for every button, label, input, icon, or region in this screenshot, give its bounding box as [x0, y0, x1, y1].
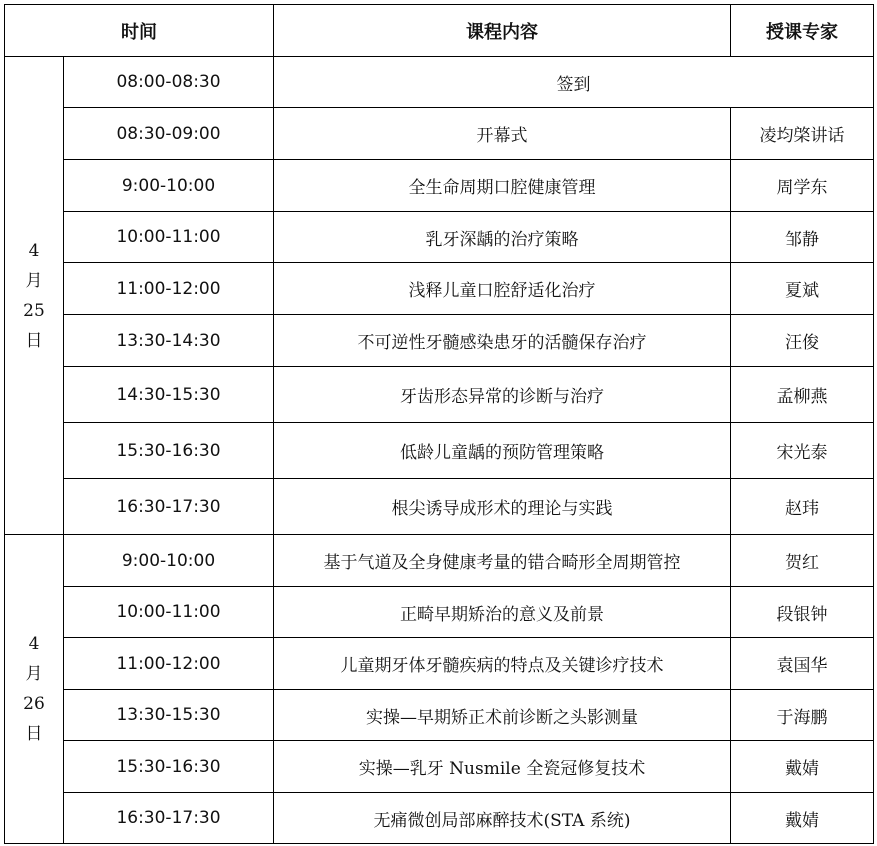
header-time: 时间 [5, 5, 274, 57]
expert-cell: 孟柳燕 [731, 367, 874, 423]
date-day-num: 26 [23, 694, 45, 714]
date-month-char: 月 [25, 664, 43, 684]
content-cell: 实操—早期矫正术前诊断之头影测量 [274, 690, 731, 741]
date-month-num: 4 [28, 634, 40, 654]
content-cell: 低龄儿童龋的预防管理策略 [274, 423, 731, 479]
expert-cell: 邹静 [731, 212, 874, 263]
content-cell: 根尖诱导成形术的理论与实践 [274, 479, 731, 535]
expert-cell: 凌均棨讲话 [731, 108, 874, 160]
time-cell: 15:30-16:30 [64, 423, 274, 479]
content-cell: 正畸早期矫治的意义及前景 [274, 587, 731, 638]
time-cell: 16:30-17:30 [64, 793, 274, 844]
content-cell: 浅释儿童口腔舒适化治疗 [274, 263, 731, 315]
expert-cell: 周学东 [731, 160, 874, 212]
time-cell: 08:30-09:00 [64, 108, 274, 160]
content-cell: 实操—乳牙 Nusmile 全瓷冠修复技术 [274, 741, 731, 793]
content-cell: 签到 [274, 57, 874, 108]
time-cell: 13:30-14:30 [64, 315, 274, 367]
table-row [5, 535, 874, 587]
content-cell: 开幕式 [274, 108, 731, 160]
expert-cell: 戴婧 [731, 793, 874, 844]
time-cell: 10:00-11:00 [64, 587, 274, 638]
time-cell: 08:00-08:30 [64, 57, 274, 108]
date-day-char: 日 [25, 724, 43, 744]
schedule-table [4, 4, 874, 844]
content-cell: 儿童期牙体牙髓疾病的特点及关键诊疗技术 [274, 638, 731, 690]
time-cell: 11:00-12:00 [64, 638, 274, 690]
date-day-char: 日 [25, 330, 43, 351]
content-cell: 全生命周期口腔健康管理 [274, 160, 731, 212]
content-cell: 无痛微创局部麻醉技术(STA 系统) [274, 793, 731, 844]
expert-cell: 于海鹏 [731, 690, 874, 741]
content-cell: 基于气道及全身健康考量的错合畸形全周期管控 [274, 535, 731, 587]
expert-cell: 贺红 [731, 535, 874, 587]
table-row [5, 108, 874, 160]
expert-cell: 夏斌 [731, 263, 874, 315]
time-cell: 10:00-11:00 [64, 212, 274, 263]
time-cell: 11:00-12:00 [64, 263, 274, 315]
header-expert: 授课专家 [731, 5, 874, 57]
table-row [5, 423, 874, 479]
table-row [5, 793, 874, 844]
date-month-num: 4 [28, 240, 40, 261]
expert-cell: 宋光泰 [731, 423, 874, 479]
expert-cell: 汪俊 [731, 315, 874, 367]
expert-cell: 袁国华 [731, 638, 874, 690]
date-day-num: 25 [23, 300, 45, 321]
table-row [5, 367, 874, 423]
table-row [5, 57, 874, 108]
table-row [5, 587, 874, 638]
table-row [5, 638, 874, 690]
time-cell: 13:30-15:30 [64, 690, 274, 741]
table-row [5, 160, 874, 212]
header-row [5, 5, 874, 57]
table-row [5, 479, 874, 535]
expert-cell: 段银钟 [731, 587, 874, 638]
header-content: 课程内容 [274, 5, 731, 57]
table-row [5, 690, 874, 741]
expert-cell: 戴婧 [731, 741, 874, 793]
expert-cell: 赵玮 [731, 479, 874, 535]
content-cell: 牙齿形态异常的诊断与治疗 [274, 367, 731, 423]
table-row [5, 263, 874, 315]
time-cell: 9:00-10:00 [64, 535, 274, 587]
date-cell-day1 [5, 57, 64, 535]
table-row [5, 315, 874, 367]
content-cell: 不可逆性牙髓感染患牙的活髓保存治疗 [274, 315, 731, 367]
date-cell-day2 [5, 535, 64, 844]
time-cell: 14:30-15:30 [64, 367, 274, 423]
time-cell: 9:00-10:00 [64, 160, 274, 212]
time-cell: 16:30-17:30 [64, 479, 274, 535]
date-month-char: 月 [25, 270, 43, 291]
table-row [5, 741, 874, 793]
content-cell: 乳牙深龋的治疗策略 [274, 212, 731, 263]
time-cell: 15:30-16:30 [64, 741, 274, 793]
table-row [5, 212, 874, 263]
